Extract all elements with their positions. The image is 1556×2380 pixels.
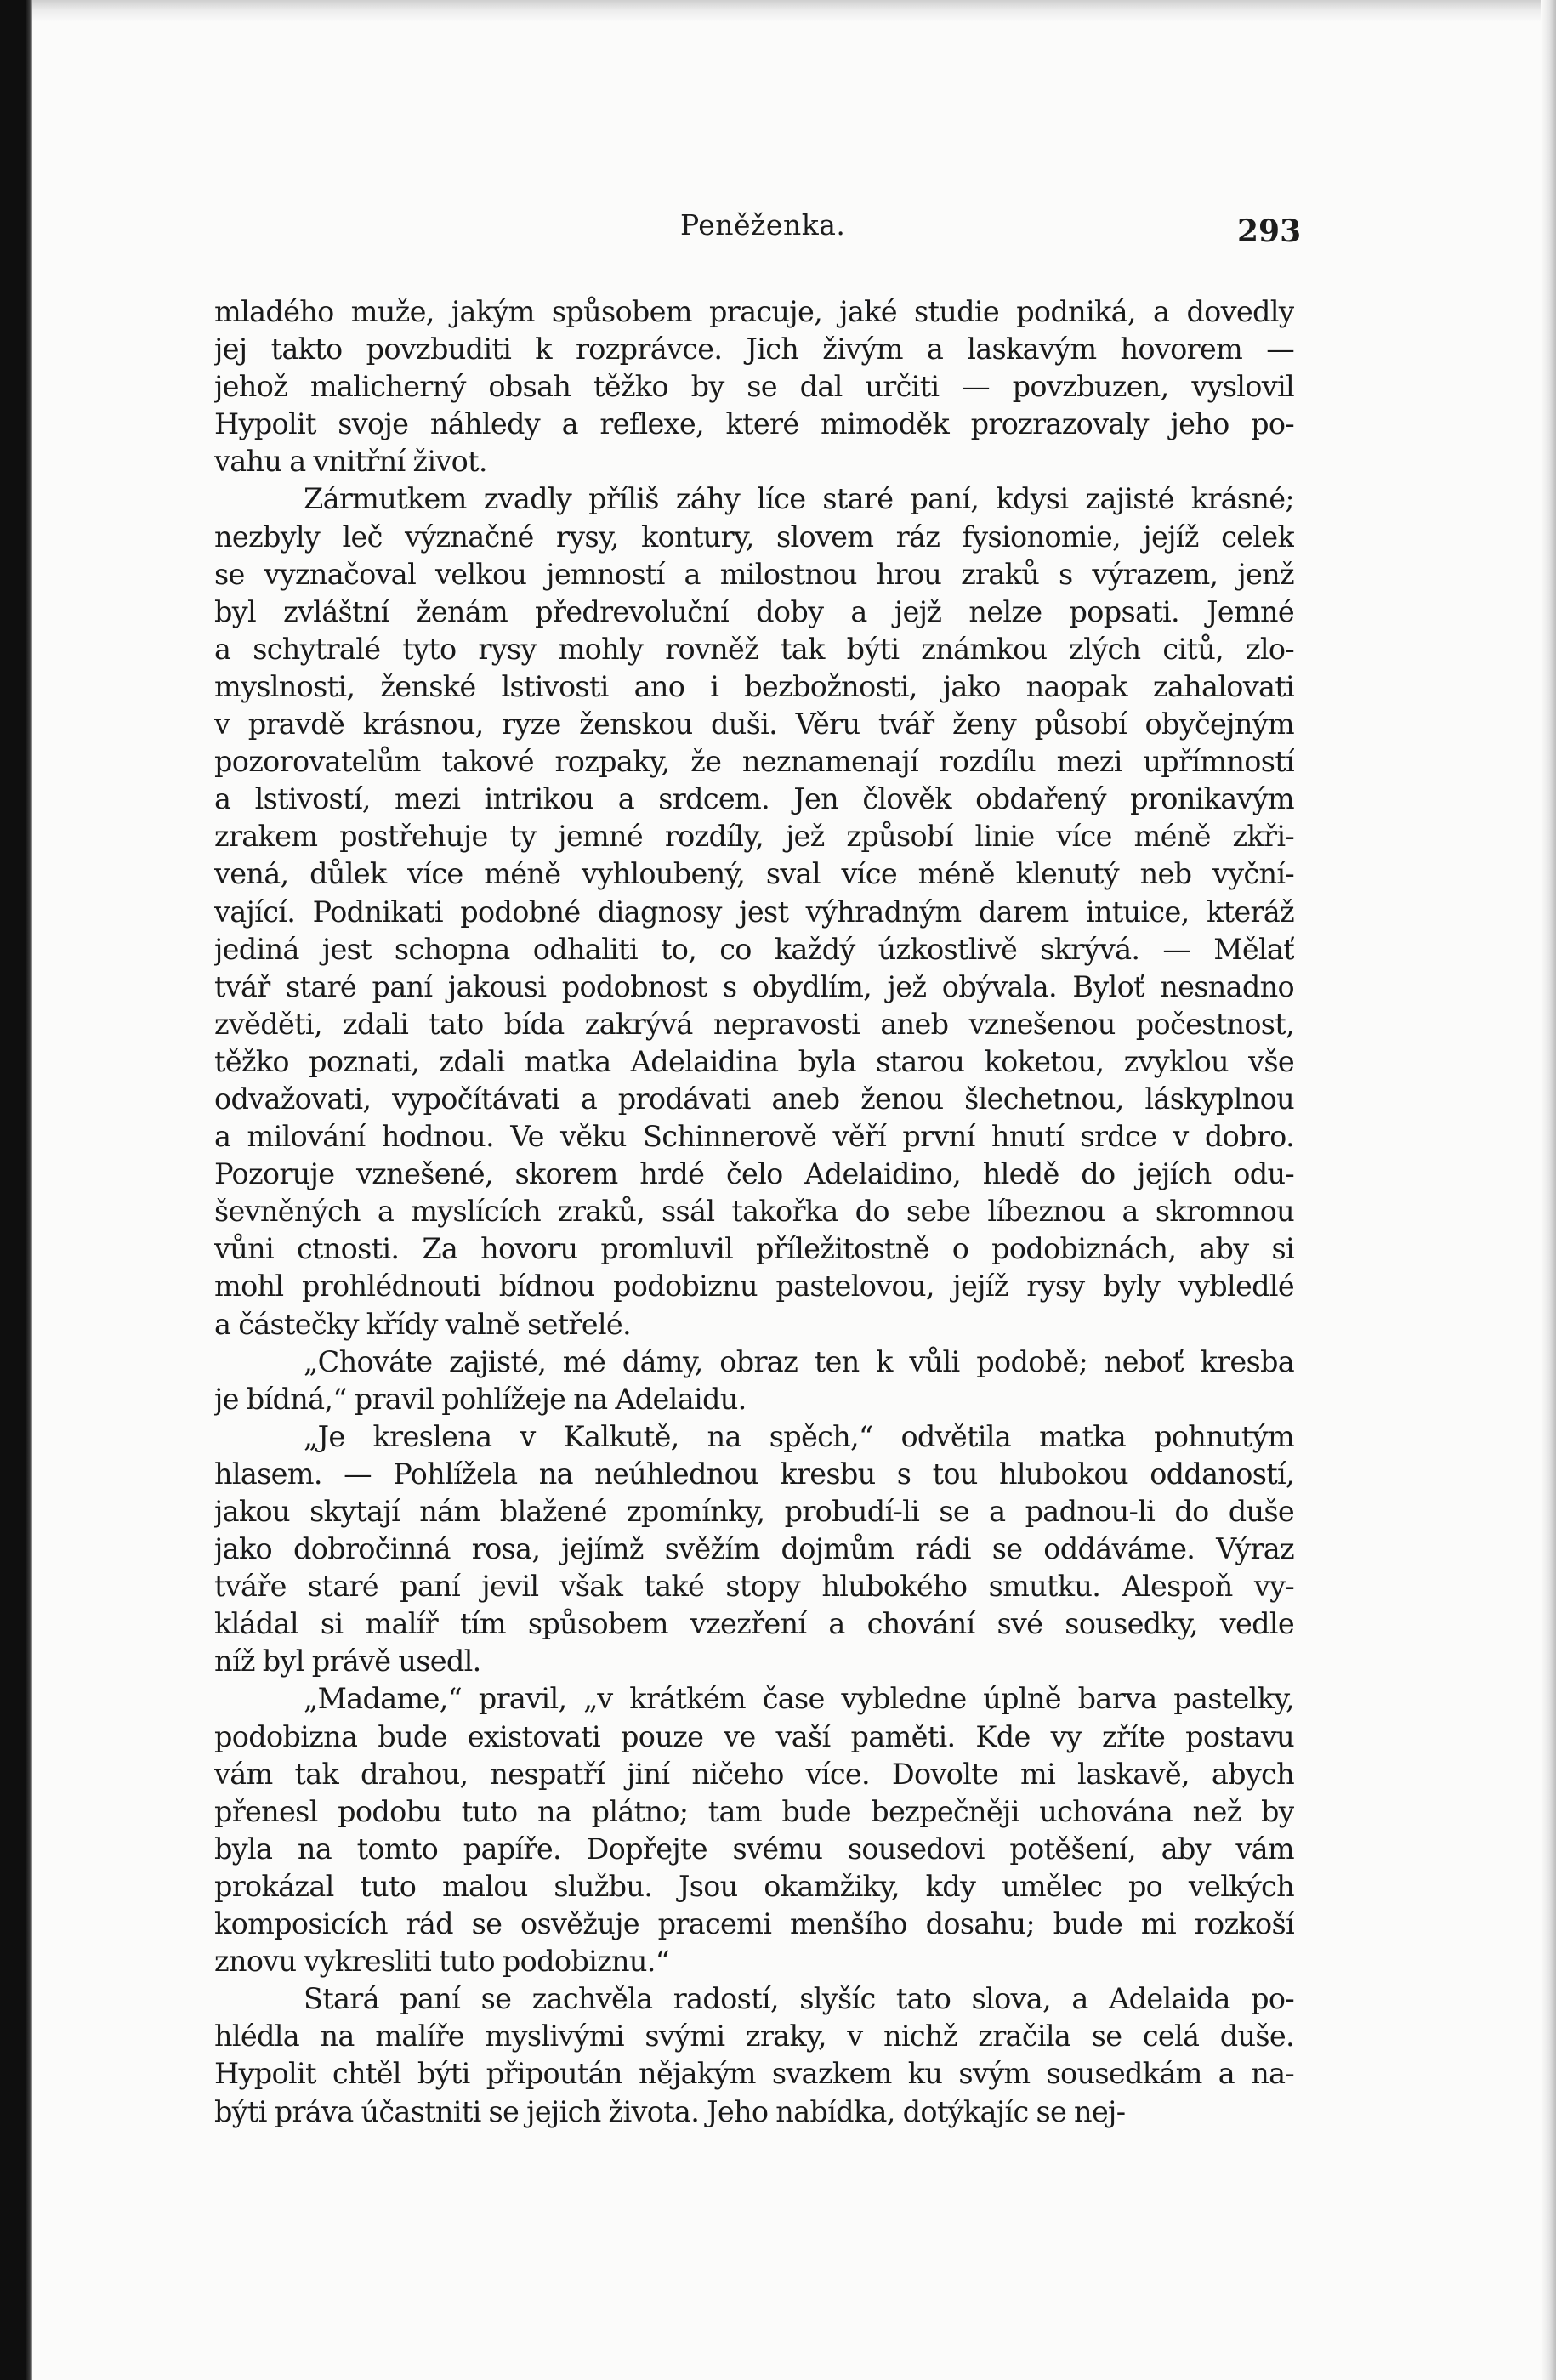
text-line: níž byl právě usedl. (214, 1644, 481, 1678)
text-line: odvažovati, vypočítávati a prodávati aneb ženou šlechetnou, láskyplnou (214, 1082, 1294, 1116)
text-line: se vyznačoval velkou jemností a milostnou hrou zraků s výrazem, jenž (214, 557, 1294, 591)
text-line: kládal si malíř tím spůsobem vzezření a chování své sousedky, vedle (214, 1607, 1294, 1641)
text-line: podobizna bude existovati pouze ve vaší paměti. Kde vy zříte postavu (214, 1719, 1294, 1753)
text-line: zrakem postřehuje ty jemné rozdíly, jež způsobí linie více méně zkři- (214, 820, 1294, 854)
text-line: jakou skytají nám blažené zpomínky, probudí-li se a padnou-li do duše (214, 1495, 1294, 1528)
text-line: vám tak drahou, nespatří jiní ničeho více. Dovolte mi laskavě, abych (214, 1757, 1294, 1791)
text-line: a milování hodnou. Ve věku Schinnerově věří první hnutí srdce v dobro. (214, 1120, 1294, 1154)
text-line: těžko poznati, zdali matka Adelaidina byla starou koketou, zvyklou vše (214, 1044, 1294, 1078)
paragraph (214, 293, 1294, 480)
text-line: byla na tomto papíře. Dopřejte svému sousedovi potěšení, aby vám (214, 1832, 1294, 1866)
text-line: Zármutkem zvadly příliš záhy líce staré paní, kdysi zajisté krásné; (304, 482, 1294, 516)
text-line: komposicích rád se osvěžuje pracemi menšího dosahu; bude mi rozkoší (214, 1907, 1294, 1941)
text-line: nezbyly leč význačné rysy, kontury, slovem ráz fysionomie, jejíž celek (214, 520, 1294, 554)
page-number: 293 (1237, 213, 1302, 249)
text-line: Hypolit chtěl býti připoután nějakým svazkem ku svým sousedkám a na- (214, 2057, 1294, 2091)
text-line: prokázal tuto malou službu. Jsou okamžiky, kdy umělec po velkých (214, 1869, 1294, 1903)
text-line: a schytralé tyto rysy mohly rovněž tak býti známkou zlých citů, zlo- (214, 632, 1294, 666)
text-line: „Madame,“ pravil, „v krátkém čase vybledne úplně barva pastelky, (304, 1682, 1294, 1716)
text-line: „Je kreslena v Kalkutě, na spěch,“ odvětila matka pohnutým (304, 1419, 1294, 1453)
page-header (0, 208, 1556, 259)
text-line: vahu a vnitřní život. (214, 445, 487, 479)
text-line: je bídná,“ pravil pohlížeje na Adelaidu. (214, 1382, 747, 1416)
text-line: tvář staré paní jakousi podobnost s obydlím, jež obývala. Byloť nesnadno (214, 969, 1294, 1003)
text-line: znovu vykresliti tuto podobiznu.“ (214, 1945, 670, 1979)
text-line: jehož malicherný obsah těžko by se dal určiti — povzbuzen, vyslovil (214, 370, 1294, 404)
right-edge-shadow (1541, 0, 1556, 2380)
paragraph (214, 1343, 1294, 1418)
text-line: „Chováte zajisté, mé dámy, obraz ten k vůli podobě; neboť kresba (304, 1344, 1294, 1378)
book-spine-shadow (0, 0, 32, 2380)
text-line: myslnosti, ženské lstivosti ano i bezbožnosti, jako naopak zahalovati (214, 669, 1294, 703)
text-line: jej takto povzbuditi k rozprávce. Jich živým a laskavým hovorem — (214, 332, 1294, 366)
text-line: hlasem. — Pohlížela na neúhlednou kresbu s tou hlubokou oddaností, (214, 1457, 1294, 1491)
text-line: přenesl podobu tuto na plátno; tam bude bezpečněji uchována než by (214, 1794, 1294, 1828)
text-line: mohl prohlédnouti bídnou podobiznu pastelovou, jejíž rysy byly vybledlé (214, 1270, 1294, 1304)
running-title: Peněženka. (680, 208, 846, 241)
paragraph (214, 1980, 1294, 2130)
top-edge-shadow (32, 0, 1556, 22)
body-text (214, 293, 1294, 2131)
text-line: býti práva účastniti se jejich života. Jeho nabídka, dotýkajíc se nej- (214, 2094, 1126, 2128)
text-line: jako dobročinná rosa, jejímž svěžím dojmům rádi se oddáváme. Výraz (214, 1532, 1294, 1566)
paragraph (214, 1418, 1294, 1681)
text-line: Hypolit svoje náhledy a reflexe, které mimoděk prozrazovaly jeho po- (214, 407, 1294, 441)
text-line: pozorovatelům takové rozpaky, že neznamenají rozdílu mezi upřímností (214, 745, 1294, 779)
text-line: a částečky křídy valně setřelé. (214, 1307, 631, 1341)
text-line: vůni ctnosti. Za hovoru promluvil příležitostně o podobiznách, aby si (214, 1232, 1294, 1266)
text-line: vající. Podnikati podobné diagnosy jest výhradným darem intuice, kteráž (214, 895, 1294, 929)
paragraph (214, 1680, 1294, 1980)
text-line: vená, důlek více méně vyhloubený, sval více méně klenutý neb vyční- (214, 857, 1294, 891)
text-line: jediná jest schopna odhaliti to, co každý úzkostlivě skrývá. — Mělať (214, 932, 1294, 966)
text-line: byl zvláštní ženám předrevoluční doby a jejž nelze popsati. Jemné (214, 594, 1294, 628)
text-line: hlédla na malíře myslivými svými zraky, v nichž zračila se celá duše. (214, 2019, 1294, 2053)
text-line: v pravdě krásnou, ryze ženskou duši. Věru tvář ženy působí obyčejným (214, 707, 1294, 741)
text-line: zvěděti, zdali tato bída zakrývá nepravosti aneb vznešenou počestnost, (214, 1007, 1294, 1041)
text-line: Stará paní se zachvěla radostí, slyšíc tato slova, a Adelaida po- (304, 1982, 1294, 2016)
text-line: tváře staré paní jevil však také stopy hlubokého smutku. Alespoň vy- (214, 1570, 1294, 1604)
text-line: a lstivostí, mezi intrikou a srdcem. Jen člověk obdařený pronikavým (214, 782, 1294, 816)
text-line: mladého muže, jakým spůsobem pracuje, jaké studie podniká, a dovedly (214, 295, 1294, 328)
text-line: Pozoruje vznešené, skorem hrdé čelo Adelaidino, hledě do jejích odu- (214, 1157, 1294, 1191)
text-line: ševněných a myslících zraků, ssál takořka do sebe líbeznou a skromnou (214, 1195, 1294, 1229)
paragraph (214, 480, 1294, 1343)
